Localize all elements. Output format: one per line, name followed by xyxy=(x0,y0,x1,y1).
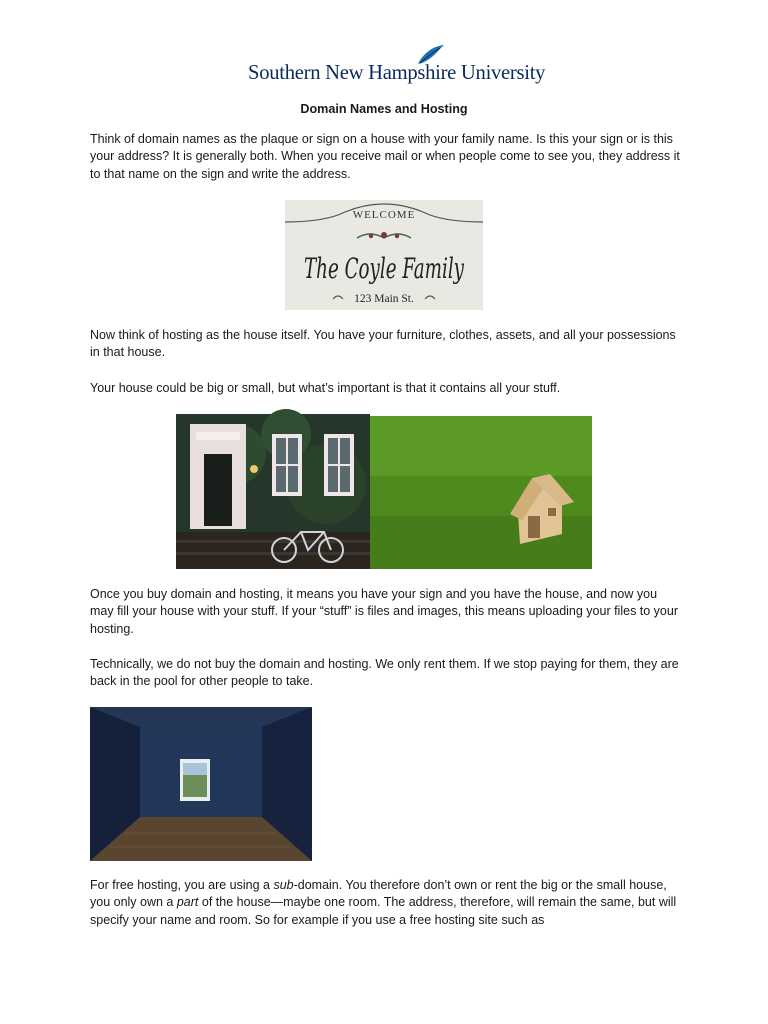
free-hosting-part-emphasis: part xyxy=(176,895,199,910)
paragraph-buy-domain: Once you buy domain and hosting, it means you have your sign and you have the house, and now you may fill your house with your stuff. If your “stuff” is files and images, this means uploading your files to your hosting. xyxy=(90,587,679,636)
empty-room-photo xyxy=(90,707,312,861)
page-title: Domain Names and Hosting xyxy=(300,102,468,116)
free-hosting-text-c: -domain. You therefore don’t own or rent the big or the small house, you only own a xyxy=(90,878,667,910)
sign-family-name: The Coyle Family xyxy=(304,252,465,285)
paragraph-free-hosting xyxy=(90,877,680,929)
snhu-logo xyxy=(246,44,546,90)
free-hosting-sub-emphasis: sub xyxy=(273,878,294,892)
paragraph-hosting: Now think of hosting as the house itself. You have your furniture, clothes, assets, and all your possessions in that house. xyxy=(90,328,676,360)
paragraph-rent: Technically, we do not buy the domain and hosting. We only rent them. If we stop paying for them, they are back in the pool for other people to take. xyxy=(90,657,679,689)
big-house-photo xyxy=(176,414,370,569)
free-hosting-text-a: For free hosting, you are using a xyxy=(90,878,274,892)
sign-address: 123 Main St. xyxy=(354,293,414,305)
family-sign-image xyxy=(285,200,483,310)
paragraph-intro: Think of domain names as the plaque or sign on a house with your family name. Is this your sign or is this your address? It is generally both. When you receive mail or when people come to see you, they address it to that name on the sign and write the address. xyxy=(90,132,680,181)
free-hosting-text-e: of the house—maybe one room. The address, therefore, will remain the same, but will specify your name and room. So for example if you use a free hosting site such as xyxy=(90,895,677,927)
sign-welcome-text: WELCOME xyxy=(352,209,416,221)
paragraph-house-size: Your house could be big or small, but what’s important is that it contains all your stuff. xyxy=(90,381,561,395)
small-house-photo xyxy=(370,416,592,569)
logo-text: Southern New Hampshire University xyxy=(248,60,546,84)
